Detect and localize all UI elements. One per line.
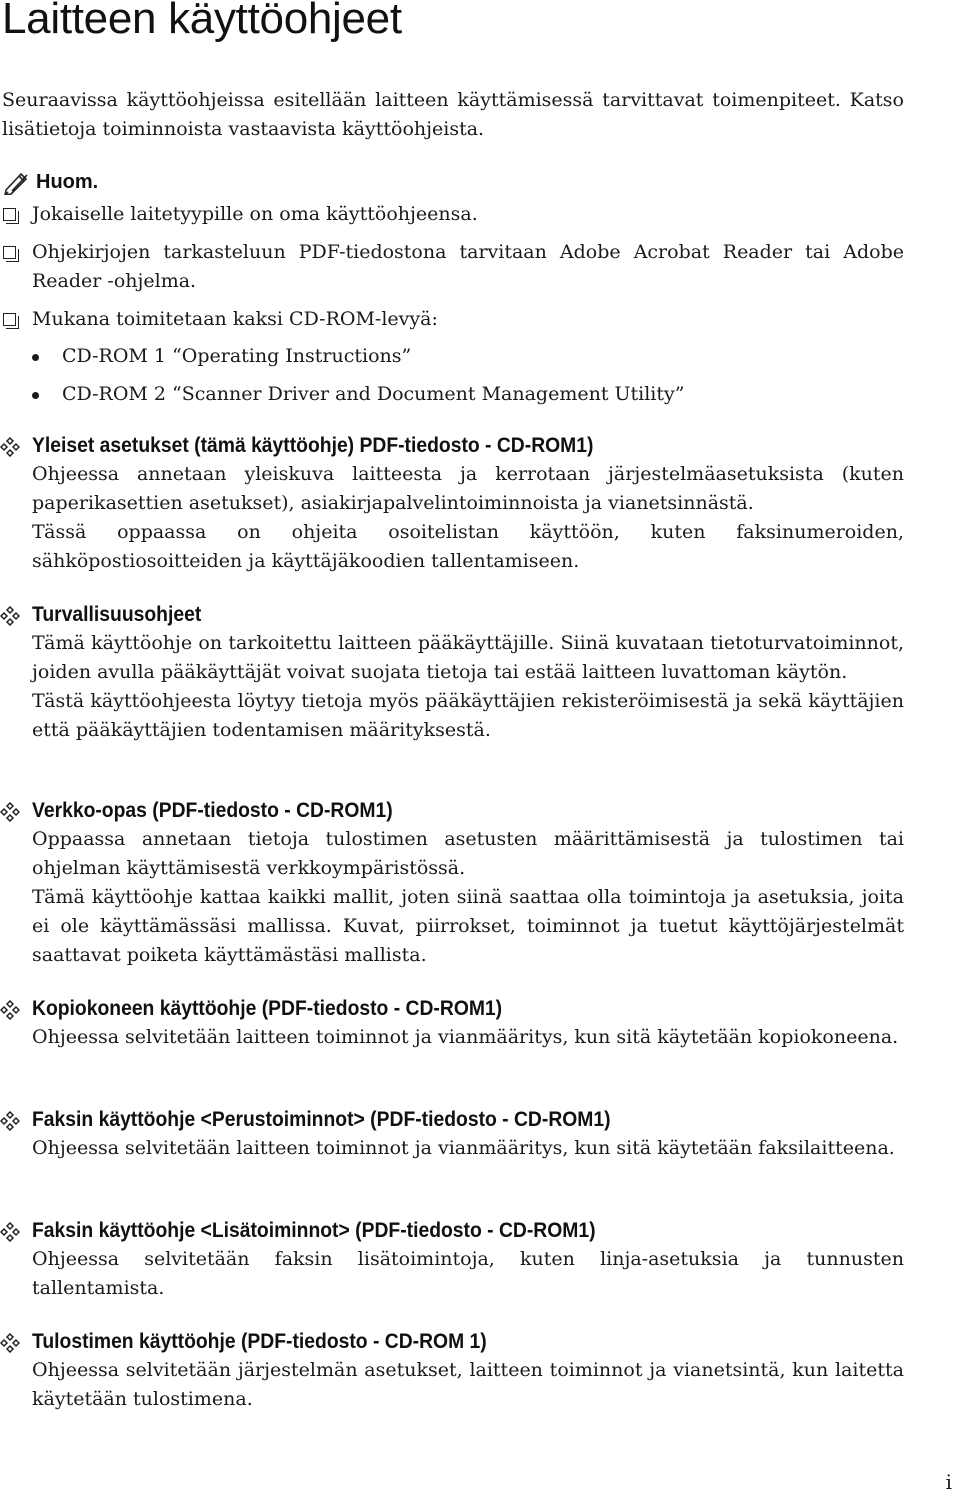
checkbox-icon	[3, 246, 16, 259]
diamond-bullet-icon	[0, 1111, 20, 1131]
section-heading: Tulostimen käyttöohje (PDF-tiedosto - CD-ROM 1)	[32, 1330, 487, 1353]
bullet-item	[32, 342, 411, 371]
note-item	[0, 200, 904, 229]
manual-section	[0, 601, 904, 745]
note-item-text: Mukana toimitetaan kaksi CD-ROM-levyä:	[32, 308, 438, 330]
section-paragraph: Ohjeessa selvitetään laitteen toiminnot ja vianmääritys, kun sitä käytetään faksilaitteena.	[32, 1137, 895, 1159]
page-number: i	[945, 1470, 952, 1494]
note-item-text: Ohjekirjojen tarkasteluun PDF-tiedostona tarvitaan Adobe Acrobat Reader tai Adobe Reader -ohjelma.	[32, 241, 904, 292]
section-heading: Faksin käyttöohje <Lisätoiminnot> (PDF-tiedosto - CD-ROM1)	[32, 1219, 596, 1242]
diamond-bullet-icon	[0, 1333, 20, 1353]
section-heading: Kopiokoneen käyttöohje (PDF-tiedosto - CD-ROM1)	[32, 997, 503, 1020]
pencil-icon	[2, 169, 32, 195]
section-heading: Verkko-opas (PDF-tiedosto - CD-ROM1)	[32, 799, 393, 822]
manual-section	[0, 797, 904, 970]
manual-section	[0, 1328, 904, 1414]
section-paragraph: Oppaassa annetaan tietoja tulostimen asetusten määrittämisestä ja tulostimen tai ohjelman käyttämisestä verkkoympäristössä.	[32, 828, 904, 879]
page-title: Laitteen käyttöohjeet	[2, 0, 402, 43]
diamond-bullet-icon	[0, 606, 20, 626]
section-paragraph: Tämä käyttöohje kattaa kaikki mallit, joten siinä saattaa olla toimintoja ja asetuksia, joita ei ole käyttämässäsi mallissa. Kuvat, piirrokset, toiminnot ja tuetut käyttöjärjestelmät saattavat poiketa käyttämästäsi mallista.	[32, 886, 904, 966]
section-paragraph: Tämä käyttöohje on tarkoitettu laitteen pääkäyttäjille. Siinä kuvataan tietoturvatoiminnot, joiden avulla pääkäyttäjät voivat suojata tietoja tai estää laitteen luvattoman käytön.	[32, 632, 904, 683]
section-heading: Turvallisuusohjeet	[32, 603, 202, 626]
section-heading: Faksin käyttöohje <Perustoiminnot> (PDF-tiedosto - CD-ROM1)	[32, 1108, 611, 1131]
diamond-bullet-icon	[0, 437, 20, 457]
section-paragraph: Ohjeessa annetaan yleiskuva laitteesta ja kerrotaan järjestelmäasetuksista (kuten paperikasettien asetukset), asiakirjapalvelintoiminnoista ja vianetsinnästä.	[32, 463, 904, 514]
checkbox-icon	[3, 208, 16, 221]
bullet-icon	[32, 392, 39, 399]
note-label: Huom.	[36, 170, 99, 193]
bullet-icon	[32, 354, 39, 361]
manual-section	[0, 1217, 904, 1303]
diamond-bullet-icon	[0, 1000, 20, 1020]
checkbox-icon	[3, 313, 16, 326]
note-header	[2, 168, 98, 196]
bullet-item	[32, 380, 684, 409]
section-paragraph: Ohjeessa selvitetään laitteen toiminnot ja vianmääritys, kun sitä käytetään kopiokoneena.	[32, 1026, 899, 1048]
manual-section	[0, 995, 904, 1052]
intro-paragraph: Seuraavissa käyttöohjeissa esitellään laitteen käyttämisessä tarvittavat toimenpiteet. Katso lisätietoja toiminnoista vastaavista käyttöohjeista.	[2, 89, 904, 140]
manual-section	[0, 432, 904, 576]
note-item	[0, 305, 904, 334]
section-paragraph: Ohjeessa selvitetään faksin lisätoimintoja, kuten linja-asetuksia ja tunnusten tallentamista.	[32, 1248, 904, 1299]
bullet-text: CD-ROM 1 “Operating Instructions”	[62, 345, 412, 367]
note-item-text: Jokaiselle laitetyypille on oma käyttöohjeensa.	[32, 203, 478, 225]
note-item	[0, 238, 904, 296]
section-paragraph: Ohjeessa selvitetään järjestelmän asetukset, laitteen toiminnot ja vianetsintä, kun laitetta käytetään tulostimena.	[32, 1359, 904, 1410]
section-paragraph: Tässä oppaassa on ohjeita osoitelistan käyttöön, kuten faksinumeroiden, sähköpostiosoitteiden ja käyttäjäkoodien tallentamiseen.	[32, 521, 904, 572]
diamond-bullet-icon	[0, 802, 20, 822]
section-heading: Yleiset asetukset (tämä käyttöohje) PDF-tiedosto - CD-ROM1)	[32, 434, 594, 457]
bullet-text: CD-ROM 2 “Scanner Driver and Document Management Utility”	[62, 383, 685, 405]
manual-section	[0, 1106, 904, 1163]
section-paragraph: Tästä käyttöohjeesta löytyy tietoja myös pääkäyttäjien rekisteröimisestä ja sekä käyttäjien että pääkäyttäjien todentamisen määrityksestä.	[32, 690, 904, 741]
diamond-bullet-icon	[0, 1222, 20, 1242]
